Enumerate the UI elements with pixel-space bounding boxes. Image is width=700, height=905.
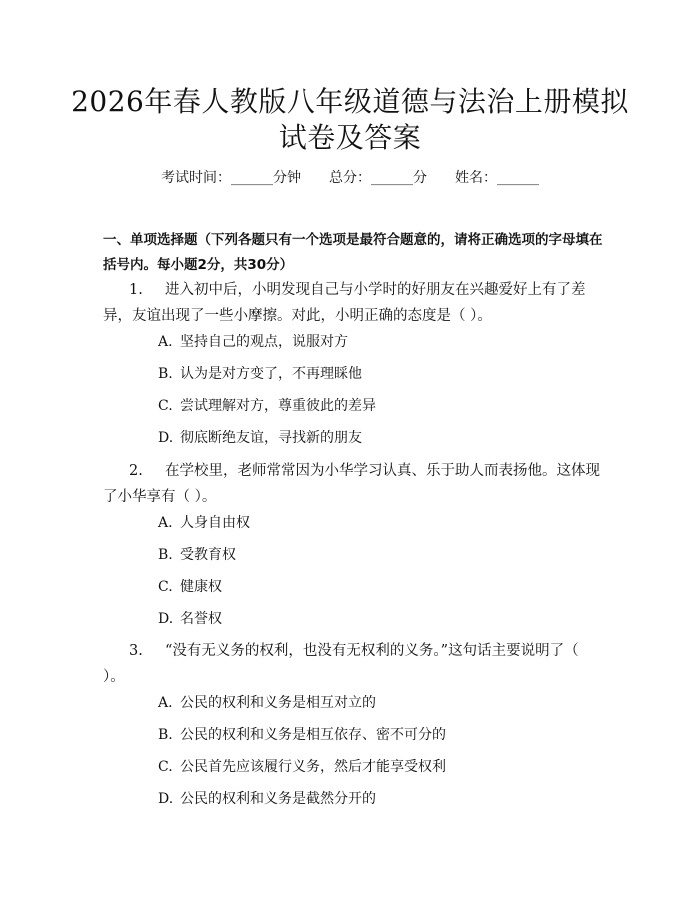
question-number: 2. [129,463,143,479]
exam-title-line1: 2026年春人教版八年级道德与法治上册模拟 [71,85,629,118]
question-1-option-a [158,332,598,352]
question-text: 进入初中后，小明发现自己与小学时的好朋友在兴趣爱好上有了差异，友谊出现了一些小摩擦。对此，小明正确的态度是（ ）。 [103,282,586,324]
exam-title-line2: 试卷及答案 [278,121,422,154]
option-label: D. [158,430,174,446]
question-2-option-c [158,577,598,597]
option-label: C. [158,579,173,595]
question-3-option-b [158,725,598,745]
option-text: 公民的权利和义务是相互依存、密不可分的 [180,727,446,743]
option-text: 彻底断绝友谊，寻找新的朋友 [180,430,362,446]
question-number: 3. [129,643,143,659]
section-heading: 一、单项选择题（下列各题只有一个选项是最符合题意的，请将正确选项的字母填在括号内。每小题2分，共30分） [103,232,603,273]
question-2 [103,458,603,510]
question-1-option-d [158,428,598,448]
option-label: B. [158,547,173,563]
question-1-option-b [158,364,598,384]
option-label: B. [158,727,173,743]
option-label: D. [158,791,174,807]
option-text: 名誉权 [180,611,222,627]
question-number: 1. [129,282,143,298]
question-2-option-a [158,513,598,533]
question-2-option-d [158,609,598,629]
option-label: C. [158,759,173,775]
question-3-option-d [158,789,598,809]
question-text: 在学校里，老师常常因为小华学习认真、乐于助人而表扬他。这体现了小华享有（ ）。 [103,463,600,505]
option-text: 受教育权 [180,547,236,563]
option-text: 健康权 [180,579,222,595]
exam-time-field: 考试时间：______分钟 [161,170,301,186]
question-1 [103,277,603,329]
option-text: 人身自由权 [180,515,250,531]
option-text: 坚持自己的观点，说服对方 [180,334,348,350]
option-label: D. [158,611,174,627]
question-2-option-b [158,545,598,565]
question-3-option-c [158,757,598,777]
option-label: A. [158,695,173,711]
question-3 [103,638,603,690]
option-label: A. [158,334,173,350]
question-text: “没有无义务的权利，也没有无权利的义务。”这句话主要说明了（ ）。 [103,643,579,685]
option-text: 尝试理解对方，尊重彼此的差异 [180,398,376,414]
option-text: 公民的权利和义务是相互对立的 [180,695,376,711]
option-text: 公民首先应该履行义务，然后才能享受权利 [180,759,446,775]
exam-info-row [0,168,700,188]
total-score-field: 总分：______分 [329,170,427,186]
option-text: 公民的权利和义务是截然分开的 [180,791,376,807]
option-label: C. [158,398,173,414]
option-label: B. [158,366,173,382]
option-text: 认为是对方变了，不再理睬他 [180,366,362,382]
question-1-option-c [158,396,598,416]
option-label: A. [158,515,173,531]
question-3-option-a [158,693,598,713]
student-name-field: 姓名：______ [455,170,539,186]
